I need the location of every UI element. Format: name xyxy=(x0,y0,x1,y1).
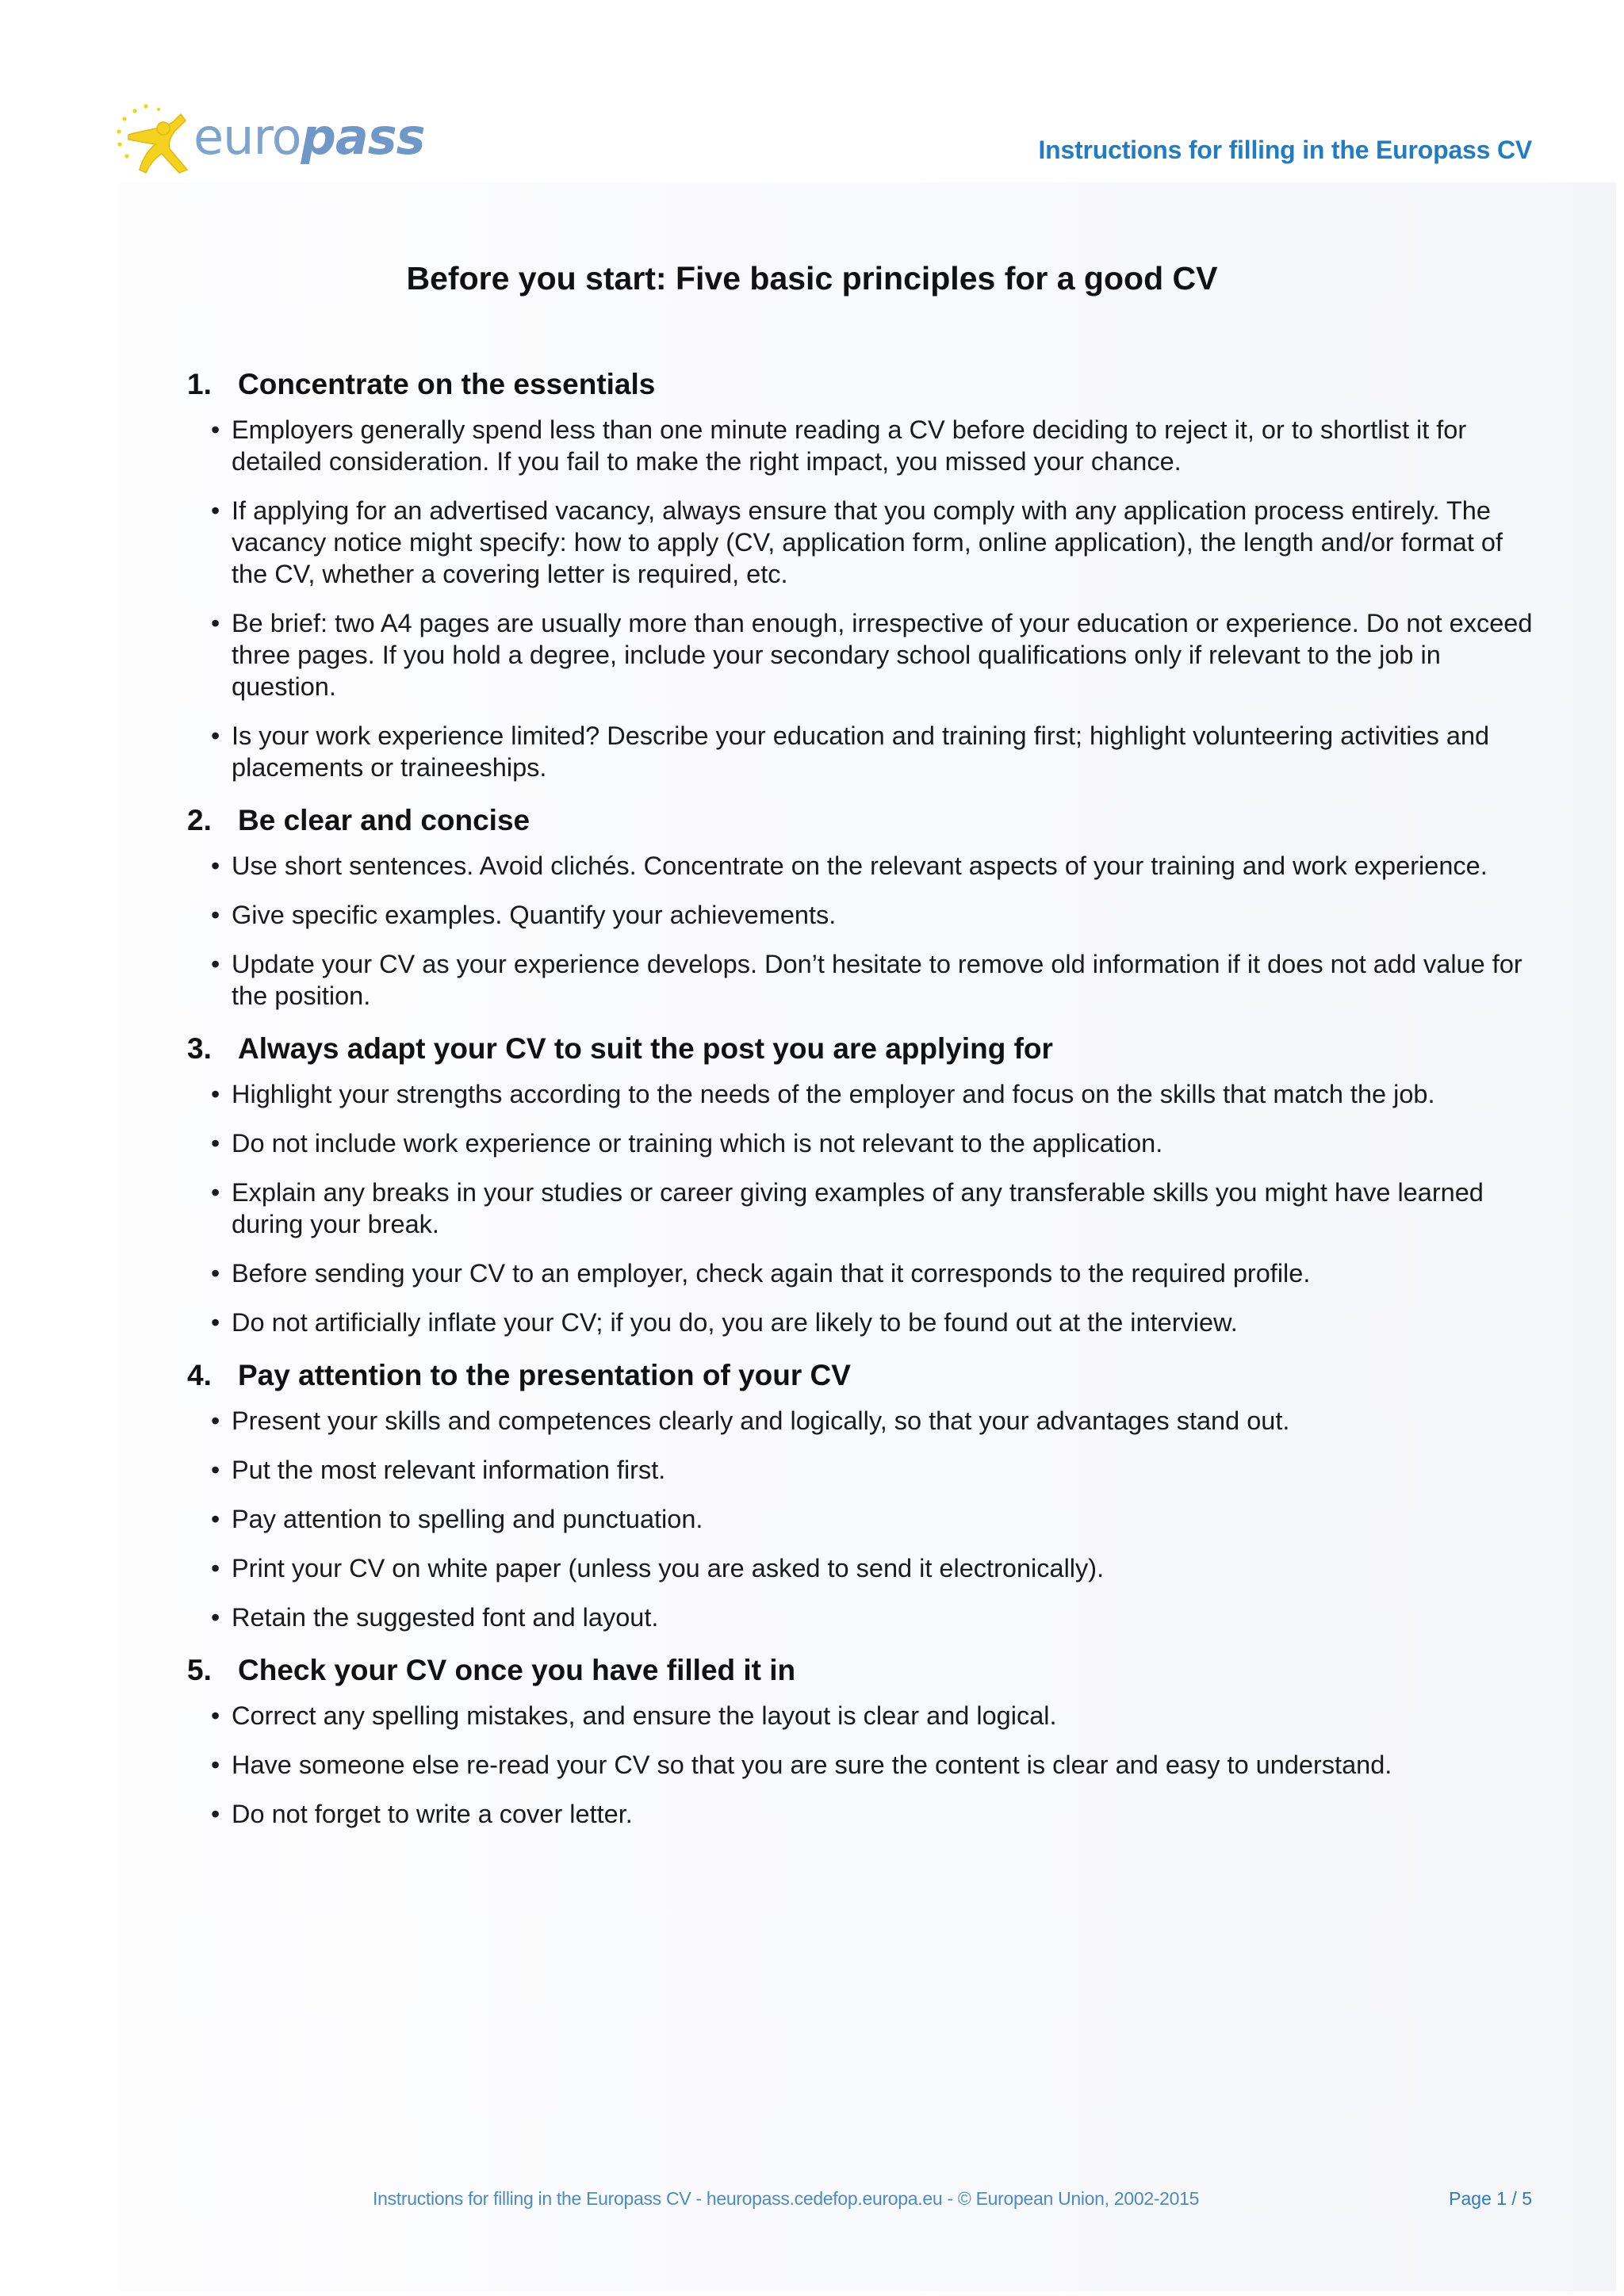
bullet-icon: • xyxy=(211,496,220,525)
list-item xyxy=(187,1405,1535,1437)
bullet-icon: • xyxy=(211,1178,220,1207)
list-item-text: Correct any spelling mistakes, and ensure the layout is clear and logical. xyxy=(232,1701,1057,1730)
europass-figure-icon xyxy=(111,94,198,189)
list-item-text: Update your CV as your experience develops. Don’t hesitate to remove old information if it does not add value for the position. xyxy=(232,950,1522,1010)
list-item xyxy=(187,1307,1535,1338)
list-item xyxy=(187,1503,1535,1535)
page-title: Before you start: Five basic principles for a good CV xyxy=(406,260,1218,297)
bullet-icon: • xyxy=(211,851,220,880)
list-item xyxy=(187,1552,1535,1584)
list-item xyxy=(187,1700,1535,1732)
list-item xyxy=(187,720,1535,783)
bullet-list xyxy=(187,850,1535,1012)
list-item-text: Put the most relevant information first. xyxy=(232,1456,666,1484)
bullet-icon: • xyxy=(211,1129,220,1158)
list-item-text: Pay attention to spelling and punctuation. xyxy=(232,1505,703,1533)
section xyxy=(187,1356,1535,1633)
section-heading xyxy=(187,801,1535,840)
bullet-list xyxy=(187,414,1535,783)
list-item xyxy=(187,1749,1535,1781)
section-heading-text: Always adapt your CV to suit the post you are applying for xyxy=(238,1032,1053,1065)
section-heading xyxy=(187,1356,1535,1395)
list-item-text: Print your CV on white paper (unless you are asked to send it electronically). xyxy=(232,1554,1105,1582)
europass-wordmark xyxy=(193,108,425,166)
list-item-text: Employers generally spend less than one minute reading a CV before deciding to reject it, or to shortlist it for detailed consideration. If you fail to make the right impact, you missed your chance. xyxy=(232,415,1467,476)
section-number: 2. xyxy=(187,804,212,836)
bullet-icon: • xyxy=(211,1800,220,1828)
list-item-text: Be brief: two A4 pages are usually more than enough, irrespective of your education or experience. Do not exceed three pages. If you hold a degree, include your secondary school qualifications only if relevant to the job in question. xyxy=(232,609,1533,701)
logo-text-light: euro xyxy=(193,108,301,166)
section-heading xyxy=(187,1651,1535,1690)
bullet-icon: • xyxy=(211,1456,220,1484)
bullet-list xyxy=(187,1405,1535,1633)
bullet-icon: • xyxy=(211,1406,220,1435)
list-item xyxy=(187,850,1535,882)
bullet-icon: • xyxy=(211,950,220,978)
list-item xyxy=(187,1601,1535,1633)
bullet-list xyxy=(187,1078,1535,1338)
bullet-icon: • xyxy=(211,721,220,750)
europass-logo xyxy=(111,94,425,189)
bullet-icon: • xyxy=(211,1259,220,1288)
list-item-text: Retain the suggested font and layout. xyxy=(232,1603,659,1632)
section-heading xyxy=(187,1029,1535,1069)
section-heading-text: Check your CV once you have filled it in xyxy=(238,1654,796,1686)
section-number: 5. xyxy=(187,1654,212,1686)
bullet-icon: • xyxy=(211,1701,220,1730)
bullet-icon: • xyxy=(211,1308,220,1337)
bullet-icon: • xyxy=(211,1603,220,1632)
list-item-text: Do not artificially inflate your CV; if you do, you are likely to be found out at the interview. xyxy=(232,1308,1238,1337)
bullet-icon: • xyxy=(211,1080,220,1108)
section xyxy=(187,365,1535,783)
list-item-text: Have someone else re-read your CV so that you are sure the content is clear and easy to understand. xyxy=(232,1751,1392,1779)
list-item-text: Before sending your CV to an employer, check again that it corresponds to the required profile. xyxy=(232,1259,1311,1288)
section-number: 4. xyxy=(187,1359,212,1391)
list-item xyxy=(187,899,1535,931)
list-item xyxy=(187,495,1535,590)
section xyxy=(187,1029,1535,1338)
list-item xyxy=(187,1798,1535,1830)
list-item-text: Do not include work experience or training which is not relevant to the application. xyxy=(232,1129,1163,1158)
logo-text-bold: pass xyxy=(301,108,425,166)
section-heading-text: Be clear and concise xyxy=(238,804,530,836)
list-item xyxy=(187,414,1535,477)
page-number: Page 1 / 5 xyxy=(1449,2188,1532,2209)
list-item xyxy=(187,1177,1535,1240)
section xyxy=(187,801,1535,1012)
list-item xyxy=(187,1257,1535,1289)
list-item-text: Explain any breaks in your studies or career giving examples of any transferable skills you might have learned during your break. xyxy=(232,1178,1484,1238)
list-item-text: Do not forget to write a cover letter. xyxy=(232,1800,633,1828)
list-item-text: Give specific examples. Quantify your achievements. xyxy=(232,901,837,929)
list-item-text: If applying for an advertised vacancy, always ensure that you comply with any application process entirely. The vacancy notice might specify: how to apply (CV, application form, online application), the length and/or format of the CV, whether a covering letter is required, etc. xyxy=(232,496,1503,588)
document-body xyxy=(187,365,1535,1847)
section-number: 3. xyxy=(187,1032,212,1065)
section-heading-text: Pay attention to the presentation of your CV xyxy=(238,1359,851,1391)
bullet-icon: • xyxy=(211,1505,220,1533)
bullet-icon: • xyxy=(211,901,220,929)
header-title: Instructions for filling in the Europass CV xyxy=(1038,136,1532,164)
list-item xyxy=(187,948,1535,1012)
list-item xyxy=(187,607,1535,702)
bullet-icon: • xyxy=(211,1751,220,1779)
bullet-icon: • xyxy=(211,1554,220,1582)
bullet-icon: • xyxy=(211,415,220,444)
list-item-text: Use short sentences. Avoid clichés. Concentrate on the relevant aspects of your training and work experience. xyxy=(232,851,1488,880)
list-item xyxy=(187,1127,1535,1159)
list-item xyxy=(187,1078,1535,1110)
list-item-text: Highlight your strengths according to the needs of the employer and focus on the skills that match the job. xyxy=(232,1080,1435,1108)
section xyxy=(187,1651,1535,1830)
list-item-text: Present your skills and competences clearly and logically, so that your advantages stand out. xyxy=(232,1406,1290,1435)
bullet-list xyxy=(187,1700,1535,1830)
bullet-icon: • xyxy=(211,609,220,637)
section-heading xyxy=(187,365,1535,404)
section-heading-text: Concentrate on the essentials xyxy=(238,368,656,400)
section-number: 1. xyxy=(187,368,212,400)
list-item-text: Is your work experience limited? Describe your education and training first; highlight volunteering activities and placements or traineeships. xyxy=(232,721,1490,782)
list-item xyxy=(187,1454,1535,1486)
footer-text: Instructions for filling in the Europass CV - heuropass.cedefop.europa.eu - © European Union, 2002-2015 xyxy=(373,2188,1200,2209)
